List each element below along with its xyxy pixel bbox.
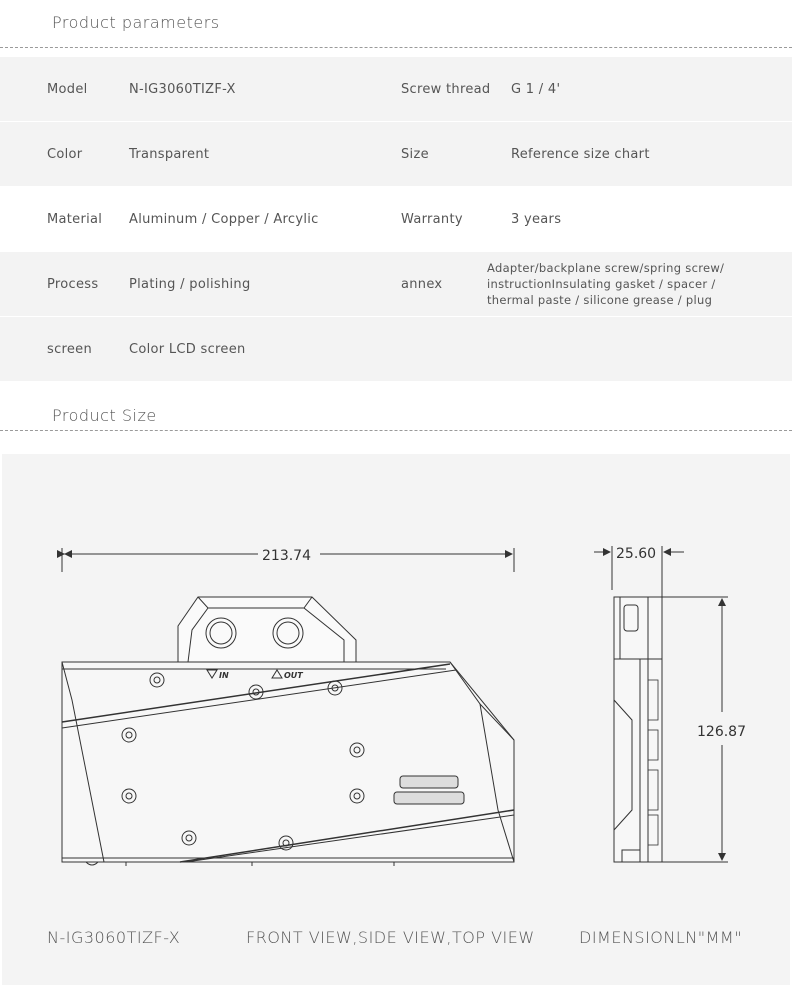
size-section-title: Product Size bbox=[52, 406, 157, 425]
param-value: N-IG3060TIZF-X bbox=[129, 81, 236, 97]
param-label: Material bbox=[47, 211, 103, 227]
param-value: 3 years bbox=[511, 211, 562, 227]
footer-views: FRONT VIEW,SIDE VIEW,TOP VIEW bbox=[246, 928, 535, 947]
param-label: Warranty bbox=[401, 211, 463, 227]
param-label: Size bbox=[401, 146, 429, 162]
depth-dimension-label: 25.60 bbox=[616, 546, 657, 562]
param-value: Aluminum / Copper / Arcylic bbox=[129, 211, 319, 227]
annex-line: Adapter/backplane screw/spring screw/ bbox=[487, 261, 725, 275]
param-value: Reference size chart bbox=[511, 146, 650, 162]
width-dimension-label: 213.74 bbox=[262, 548, 311, 564]
footer-unit: DIMENSIONLN"MM" bbox=[579, 928, 743, 947]
param-label: Process bbox=[47, 276, 99, 292]
front-view bbox=[62, 548, 514, 866]
param-value: G 1 / 4' bbox=[511, 81, 561, 97]
params-section-title: Product parameters bbox=[52, 13, 220, 32]
param-value: Color LCD screen bbox=[129, 341, 246, 357]
param-value: Plating / polishing bbox=[129, 276, 251, 292]
param-label: annex bbox=[401, 276, 443, 292]
side-view bbox=[594, 546, 728, 862]
param-label: Color bbox=[47, 146, 83, 162]
param-value: Transparent bbox=[129, 146, 210, 162]
in-label: IN bbox=[219, 671, 229, 680]
annex-line: thermal paste / silicone grease / plug bbox=[487, 293, 713, 307]
out-label: OUT bbox=[284, 671, 303, 680]
height-dimension-label: 126.87 bbox=[697, 724, 746, 740]
footer-model: N-IG3060TIZF-X bbox=[47, 928, 181, 947]
param-label: Model bbox=[47, 81, 88, 97]
param-label: Screw thread bbox=[401, 81, 491, 97]
param-label: screen bbox=[47, 341, 93, 357]
annex-line: instructionInsulating gasket / spacer / bbox=[487, 277, 716, 291]
